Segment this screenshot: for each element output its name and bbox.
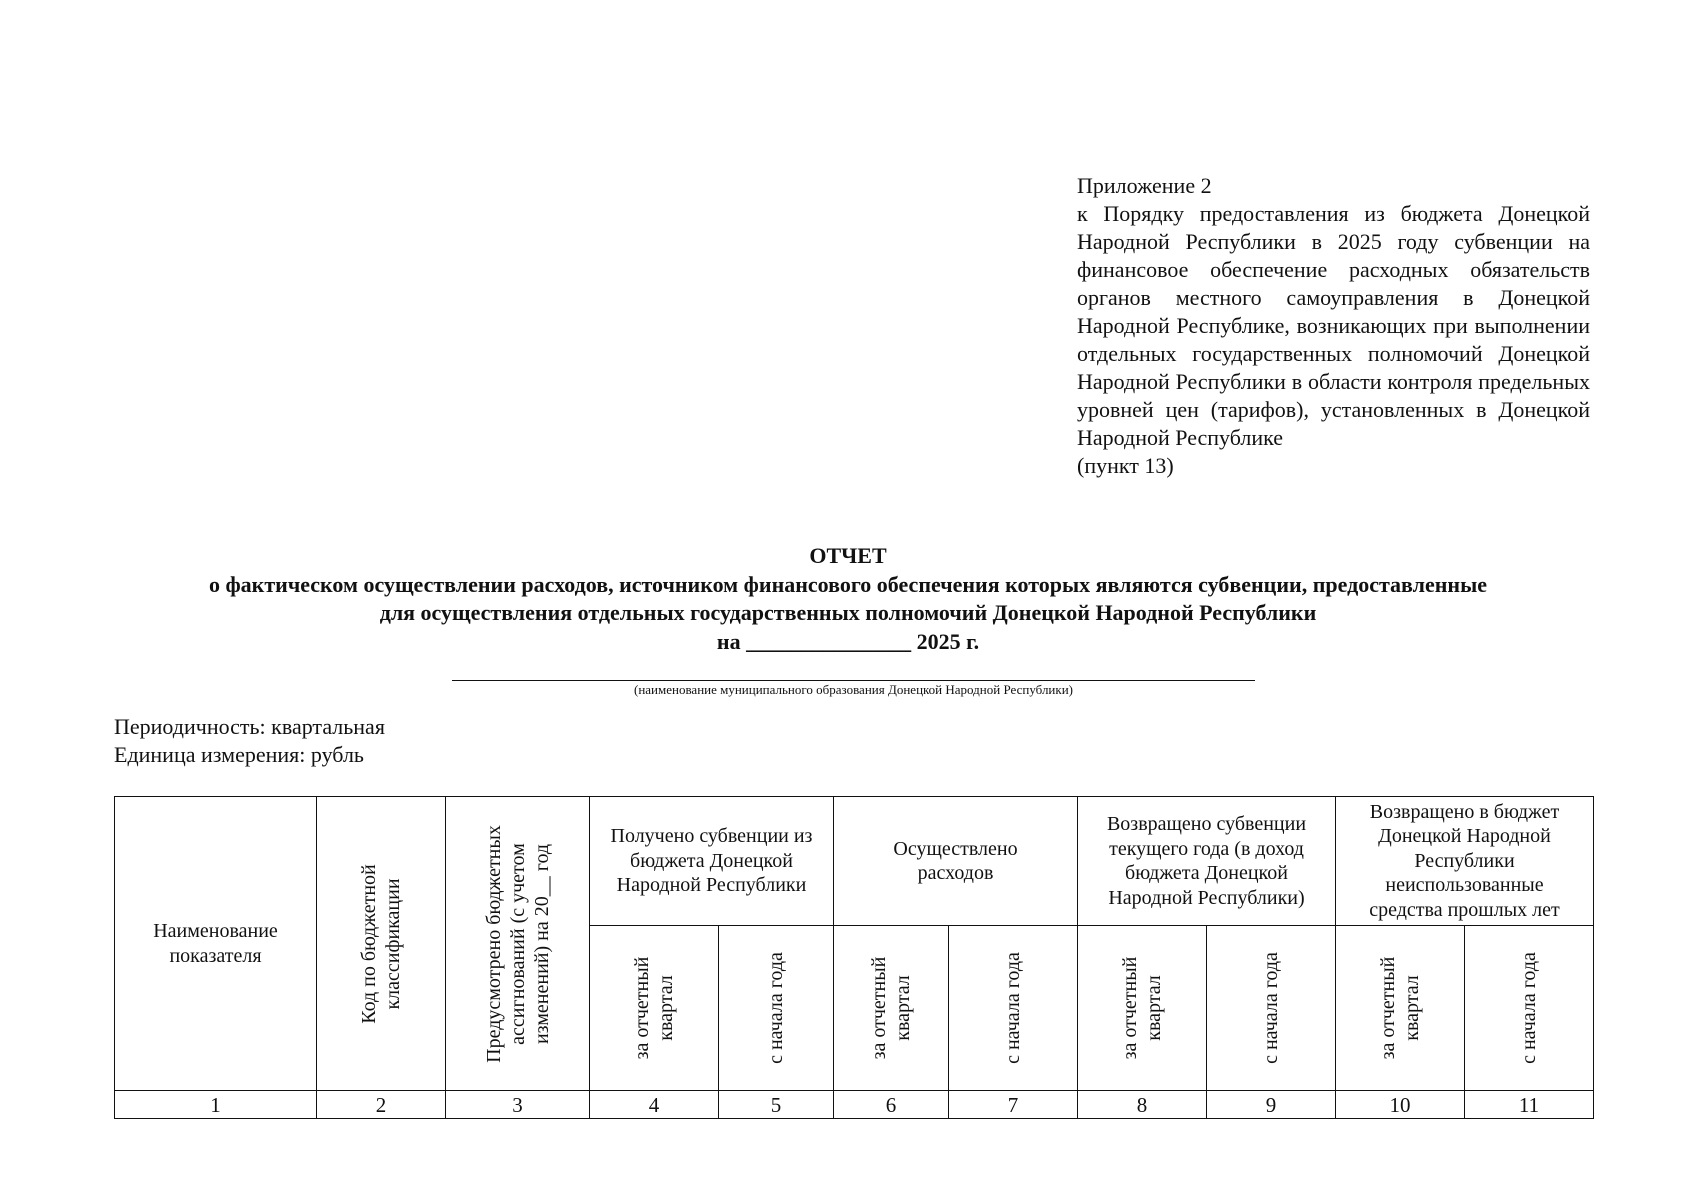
sub-returned-past-quarter-text: за отчетный квартал (1377, 956, 1423, 1060)
column-number: 11 (1465, 1091, 1594, 1119)
column-number: 3 (446, 1091, 590, 1119)
column-number: 1 (115, 1091, 317, 1119)
report-date-line: на _______________ 2025 г. (716, 628, 980, 654)
header-planned-allocations-text: Предусмотрено бюджетных ассигнований (с учетом изменений) на 20__ год (482, 824, 553, 1063)
sub-returned-past-year (1465, 926, 1594, 1091)
header-budget-code (317, 797, 446, 1091)
appendix-block (1077, 172, 1590, 480)
sub-returned-past-year-text: с начала года (1518, 952, 1540, 1064)
sub-spent-year-text: с начала года (1002, 952, 1024, 1064)
column-number: 9 (1207, 1091, 1336, 1119)
sub-returned-current-year (1207, 926, 1336, 1091)
header-budget-code-text: Код по бюджетной классификации (358, 863, 404, 1024)
sub-returned-current-year-text: с начала года (1260, 952, 1282, 1064)
sub-returned-past-quarter (1336, 926, 1465, 1091)
periodicity: Периодичность: квартальная (114, 714, 385, 739)
header-indicator-name: Наименование показателя (115, 797, 317, 1091)
report-title-block (0, 542, 1696, 656)
report-table (114, 796, 1594, 1119)
header-group-returned-past: Возвращено в бюджет Донецкой Народной Республики неиспользованные средства прошлых лет (1336, 797, 1594, 926)
appendix-title: Приложение 2 (1077, 173, 1212, 198)
report-subtitle-line-1: о фактическом осуществлении расходов, источником финансового обеспечения которых являются субвенции, предоставленные (208, 571, 1488, 597)
column-number: 6 (834, 1091, 949, 1119)
header-group-returned-current: Возвращено субвенции текущего года (в доход бюджета Донецкой Народной Республики) (1078, 797, 1336, 926)
sub-spent-quarter (834, 926, 949, 1091)
unit-of-measure: Единица измерения: рубль (114, 742, 364, 767)
report-title: ОТЧЕТ (809, 543, 887, 568)
column-number: 4 (590, 1091, 719, 1119)
sub-spent-year (949, 926, 1078, 1091)
header-group-received: Получено субвенции из бюджета Донецкой Народной Республики (590, 797, 834, 926)
sub-returned-current-quarter (1078, 926, 1207, 1091)
column-number: 10 (1336, 1091, 1465, 1119)
column-number: 7 (949, 1091, 1078, 1119)
header-planned-allocations (446, 797, 590, 1091)
appendix-body: к Порядку предоставления из бюджета Донецкой Народной Республики в 2025 году субвенции на финансовое обеспечение расходных обязательств органов местного самоуправления в Донецкой Народной Республике, возникающих при выполнении отдельных государственных полномочий Донецкой Народной Республики в области контроля предельных уровней цен (тарифов), установленных в Донецкой Народной Республике (1077, 201, 1590, 450)
column-number: 5 (719, 1091, 834, 1119)
sub-spent-quarter-text: за отчетный квартал (868, 956, 914, 1060)
header-group-spent: Осуществлено расходов (834, 797, 1078, 926)
sub-returned-current-quarter-text: за отчетный квартал (1119, 956, 1165, 1060)
sub-received-quarter-text: за отчетный квартал (631, 956, 677, 1060)
municipality-caption: (наименование муниципального образования Донецкой Народной Республики) (452, 680, 1255, 698)
column-number: 8 (1078, 1091, 1207, 1119)
report-meta (114, 713, 385, 769)
appendix-reference: (пункт 13) (1077, 453, 1174, 478)
sub-received-year-text: с начала года (765, 952, 787, 1064)
report-subtitle-line-2: для осуществления отдельных государственных полномочий Донецкой Народной Республики (379, 600, 1317, 625)
column-number: 2 (317, 1091, 446, 1119)
sub-received-quarter (590, 926, 719, 1091)
sub-received-year (719, 926, 834, 1091)
column-number-row (115, 1091, 1594, 1119)
